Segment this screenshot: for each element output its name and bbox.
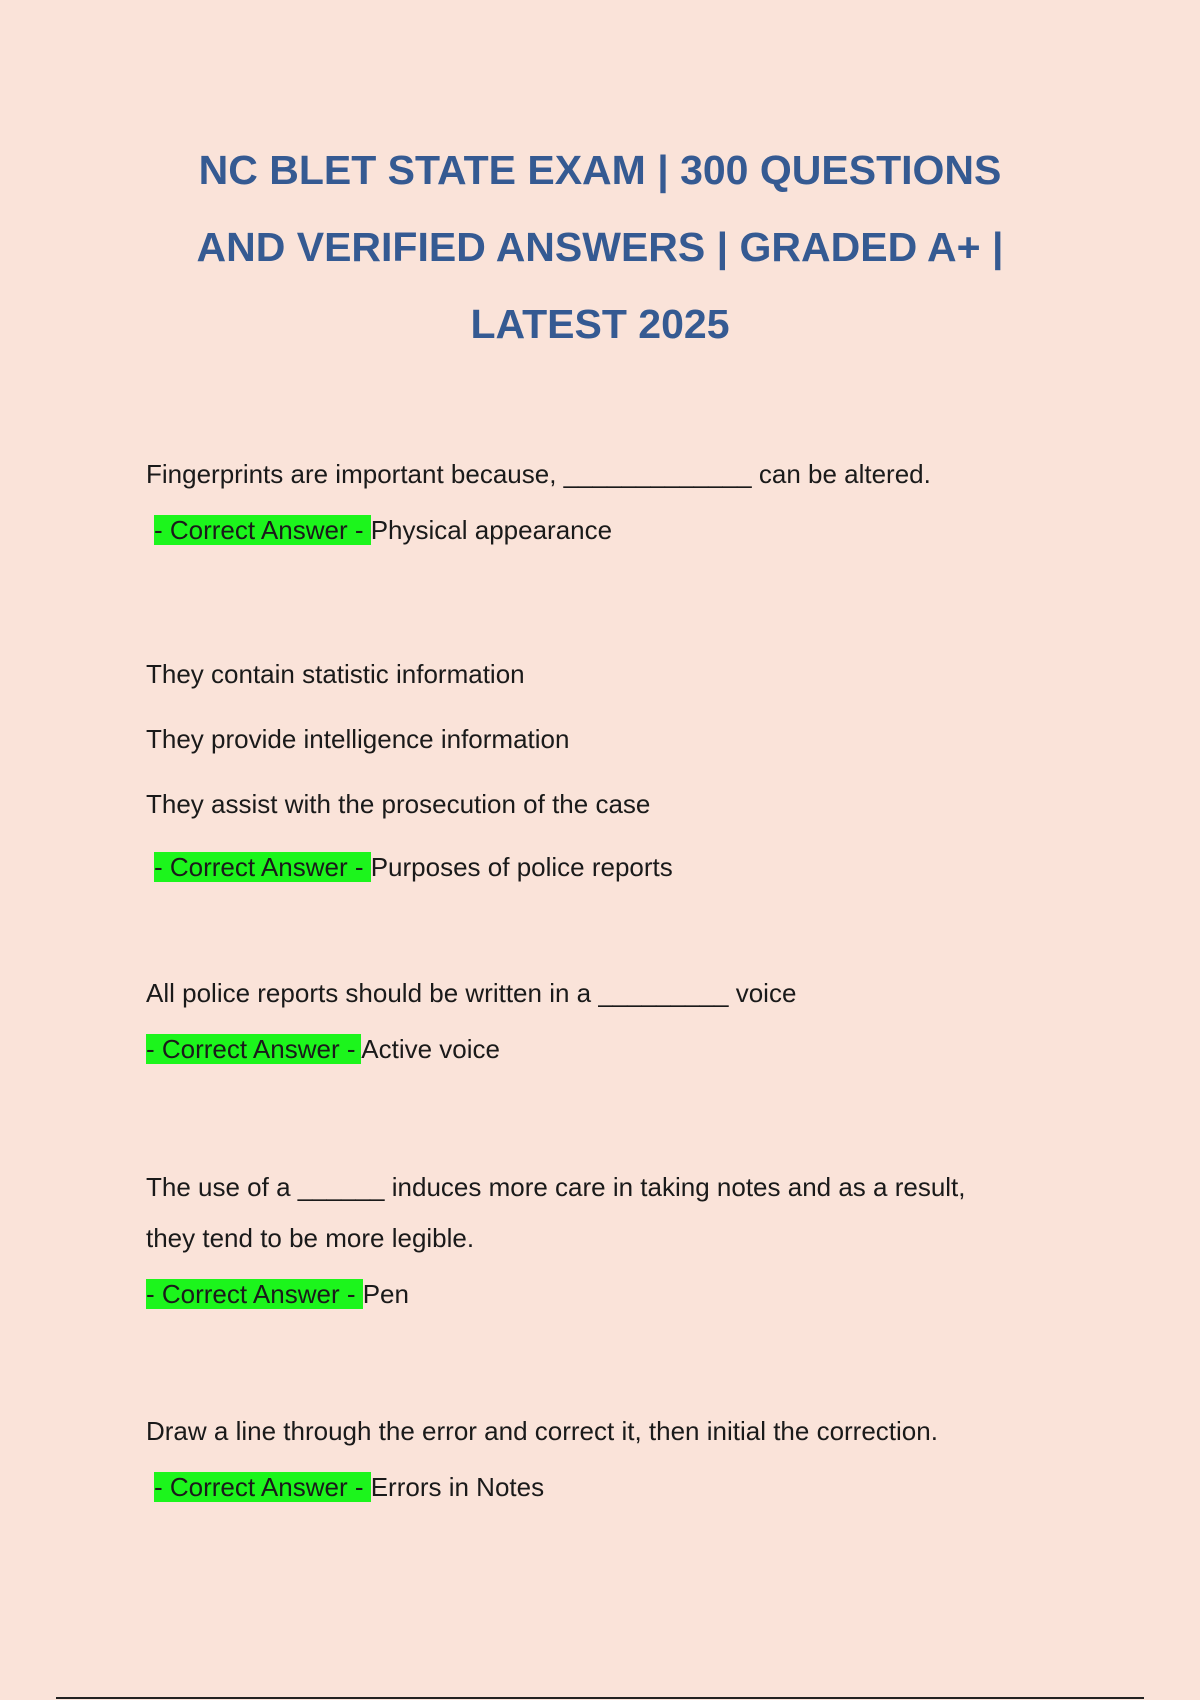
correct-answer-highlight: - Correct Answer - [146,1279,363,1309]
answer-text: Physical appearance [370,515,613,545]
title-line: AND VERIFIED ANSWERS | GRADED A+ | [196,224,1004,270]
answer-line [146,1278,1066,1310]
title-line: LATEST 2025 [470,301,730,347]
answer-text: Active voice [361,1034,501,1064]
answer-text: Purposes of police reports [370,852,673,882]
question-text: They provide intelligence information [146,724,570,754]
question-text: They contain statistic information [146,659,525,689]
qa-item-4 [146,1162,1066,1310]
qa-item-2 [146,642,1066,883]
correct-answer-highlight: - Correct Answer - [146,1034,362,1064]
qa-item-3 [146,968,1066,1065]
correct-answer-highlight: - Correct Answer - [154,1472,371,1502]
answer-line [146,851,1066,883]
document-title [140,132,1060,363]
question-text: All police reports should be written in a _________ voice [146,978,797,1008]
question-text: Draw a line through the error and correct it, then initial the correction. [146,1416,938,1446]
qa-item-1 [146,449,1066,546]
question-text: They assist with the prosecution of the case [146,789,651,819]
answer-line [146,1033,1066,1065]
question-text: they tend to be more legible. [146,1223,475,1253]
page-bottom-rule [56,1697,1144,1699]
answer-line [146,1471,1066,1503]
answer-line [146,514,1066,546]
answer-text: Pen [362,1279,409,1309]
answer-text: Errors in Notes [370,1472,545,1502]
question-text: Fingerprints are important because, _____________ can be altered. [146,459,931,489]
correct-answer-highlight: - Correct Answer - [154,515,371,545]
qa-item-5 [146,1406,1066,1503]
question-text: The use of a ______ induces more care in taking notes and as a result, [146,1172,966,1202]
title-line: NC BLET STATE EXAM | 300 QUESTIONS [198,147,1002,193]
correct-answer-highlight: - Correct Answer - [154,852,371,882]
